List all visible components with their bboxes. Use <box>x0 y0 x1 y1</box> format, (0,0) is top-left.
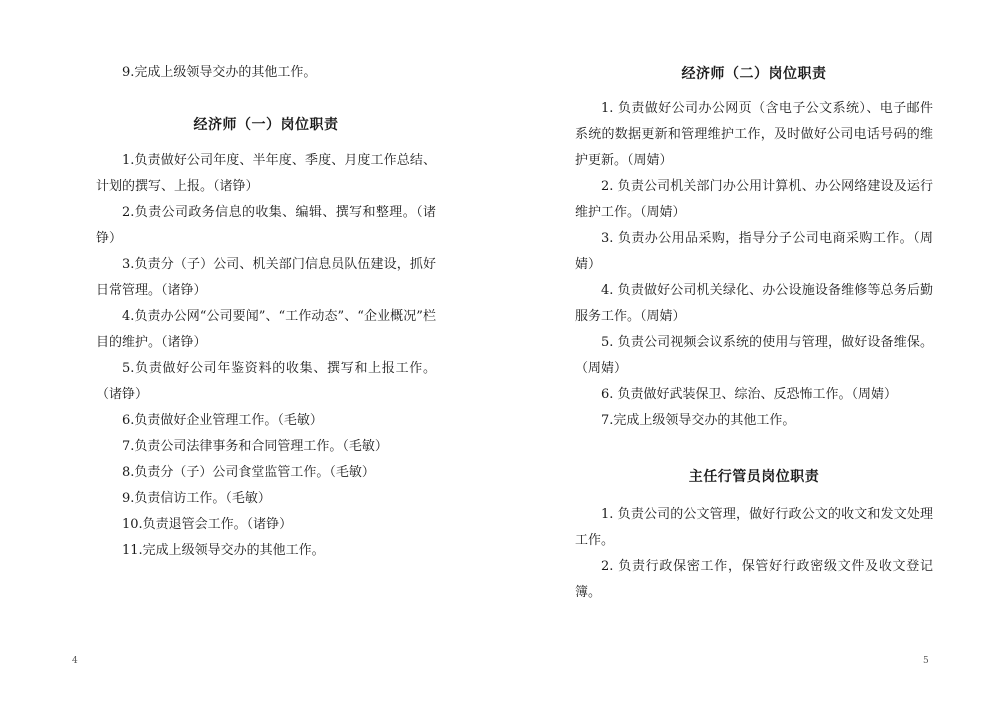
list-item: 7.负责公司法律事务和合同管理工作。（毛敏） <box>122 439 388 454</box>
list-item: 1. 负责做好公司办公网页（含电子公文系统）、电子邮件系统的数据更新和管理维护工作，及时做好公司电话号码的维护更新。（周婧） <box>575 101 933 168</box>
list-item: 11.完成上级领导交办的其他工作。 <box>122 543 325 558</box>
list-item: 9.负责信访工作。（毛敏） <box>122 491 271 506</box>
carry-over-item: 9.完成上级领导交办的其他工作。 <box>122 65 317 80</box>
section-title-economist-1: 经济师（一）岗位职责 <box>193 117 339 133</box>
list-item: 5. 负责公司视频会议系统的使用与管理，做好设备维保。（周婧） <box>575 335 933 376</box>
list-item: 4. 负责做好公司机关绿化、办公设施设备维修等总务后勤服务工作。（周婧） <box>575 283 933 324</box>
list-item: 6.负责做好企业管理工作。（毛敏） <box>122 413 323 428</box>
right-page <box>500 0 1000 707</box>
chief-admin-list <box>575 502 933 606</box>
list-item: 2. 负责行政保密工作，保管好行政密级文件及收文登记簿。 <box>575 559 933 600</box>
section-title-chief-admin: 主任行管员岗位职责 <box>688 469 820 485</box>
list-item: 3.负责分（子）公司、机关部门信息员队伍建设，抓好日常管理。（诸铮） <box>96 257 436 298</box>
section-title-economist-2: 经济师（二）岗位职责 <box>681 66 827 82</box>
list-item: 8.负责分（子）公司食堂监管工作。（毛敏） <box>122 465 375 480</box>
left-section <box>96 112 436 138</box>
list-item: 3. 负责办公用品采购，指导分子公司电商采购工作。（周婧） <box>575 231 933 272</box>
right-section-1 <box>575 61 933 87</box>
list-item: 2.负责公司政务信息的收集、编辑、撰写和整理。（诸铮） <box>96 205 436 246</box>
list-item: 2. 负责公司机关部门办公用计算机、办公网络建设及运行维护工作。（周婧） <box>575 179 933 220</box>
list-item: 5.负责做好公司年鉴资料的收集、撰写和上报工作。（诸铮） <box>96 361 436 402</box>
list-item: 6. 负责做好武装保卫、综治、反恐怖工作。（周婧） <box>601 387 898 402</box>
list-item: 7.完成上级领导交办的其他工作。 <box>601 413 796 428</box>
left-column <box>96 60 436 86</box>
economist-1-list <box>96 148 436 564</box>
list-item: 1.负责做好公司年度、半年度、季度、月度工作总结、计划的撰写、上报。（诸铮） <box>96 153 436 194</box>
page-number: 4 <box>72 656 78 666</box>
list-item: 1. 负责公司的公文管理，做好行政公文的收文和发文处理工作。 <box>575 507 933 548</box>
right-section-2 <box>575 464 933 490</box>
page-number: 5 <box>923 656 929 666</box>
economist-2-list <box>575 96 933 434</box>
list-item: 4.负责办公网“公司要闻”、“工作动态”、“企业概况”栏目的维护。（诸铮） <box>96 309 436 350</box>
list-item: 10.负责退管会工作。（诸铮） <box>122 517 293 532</box>
